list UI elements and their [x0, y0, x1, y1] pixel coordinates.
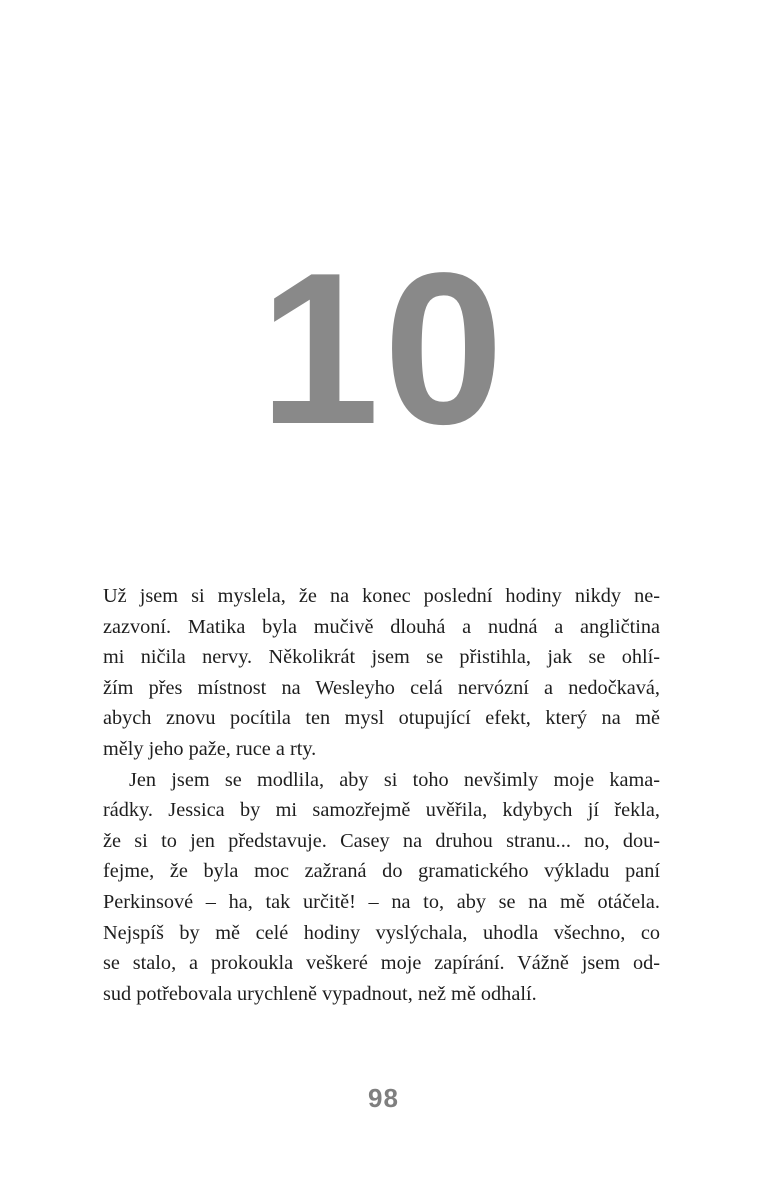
text-line: rádky. Jessica by mi samozřejmě uvěřila, kdybych jí řekla,	[103, 799, 660, 822]
text-line: Perkinsové – ha, tak určitě! – na to, aby se na mě otáčela.	[103, 890, 660, 913]
text-line: sud potřebovala urychleně vypadnout, než mě odhalí.	[103, 982, 537, 1005]
chapter-number: 10	[259, 227, 508, 469]
text-line: mi ničila nervy. Několikrát jsem se přistihla, jak se ohlí-	[103, 646, 660, 669]
text-line: že si to jen představuje. Casey na druhou stranu... no, dou-	[103, 829, 660, 852]
body-text	[103, 581, 660, 1009]
text-line: Jen jsem se modlila, aby si toho nevšimly moje kama-	[129, 768, 660, 791]
text-line: žím přes místnost na Wesleyho celá nervózní a nedočkavá,	[103, 676, 660, 699]
text-line: se stalo, a prokoukla veškeré moje zapírání. Vážně jsem od-	[103, 952, 660, 975]
text-line: měly jeho paže, ruce a rty.	[103, 737, 317, 760]
text-line: Už jsem si myslela, že na konec poslední hodiny nikdy ne-	[103, 585, 660, 607]
text-line: Nejspíš by mě celé hodiny vyslýchala, uhodla všechno, co	[103, 921, 660, 944]
text-line: fejme, že byla moc zažraná do gramatického výkladu paní	[103, 860, 660, 883]
text-line: zazvoní. Matika byla mučivě dlouhá a nudná a angličtina	[103, 615, 660, 638]
page-number: 98	[368, 1083, 399, 1113]
text-line: abych znovu pocítila ten mysl otupující efekt, který na mě	[103, 707, 660, 730]
